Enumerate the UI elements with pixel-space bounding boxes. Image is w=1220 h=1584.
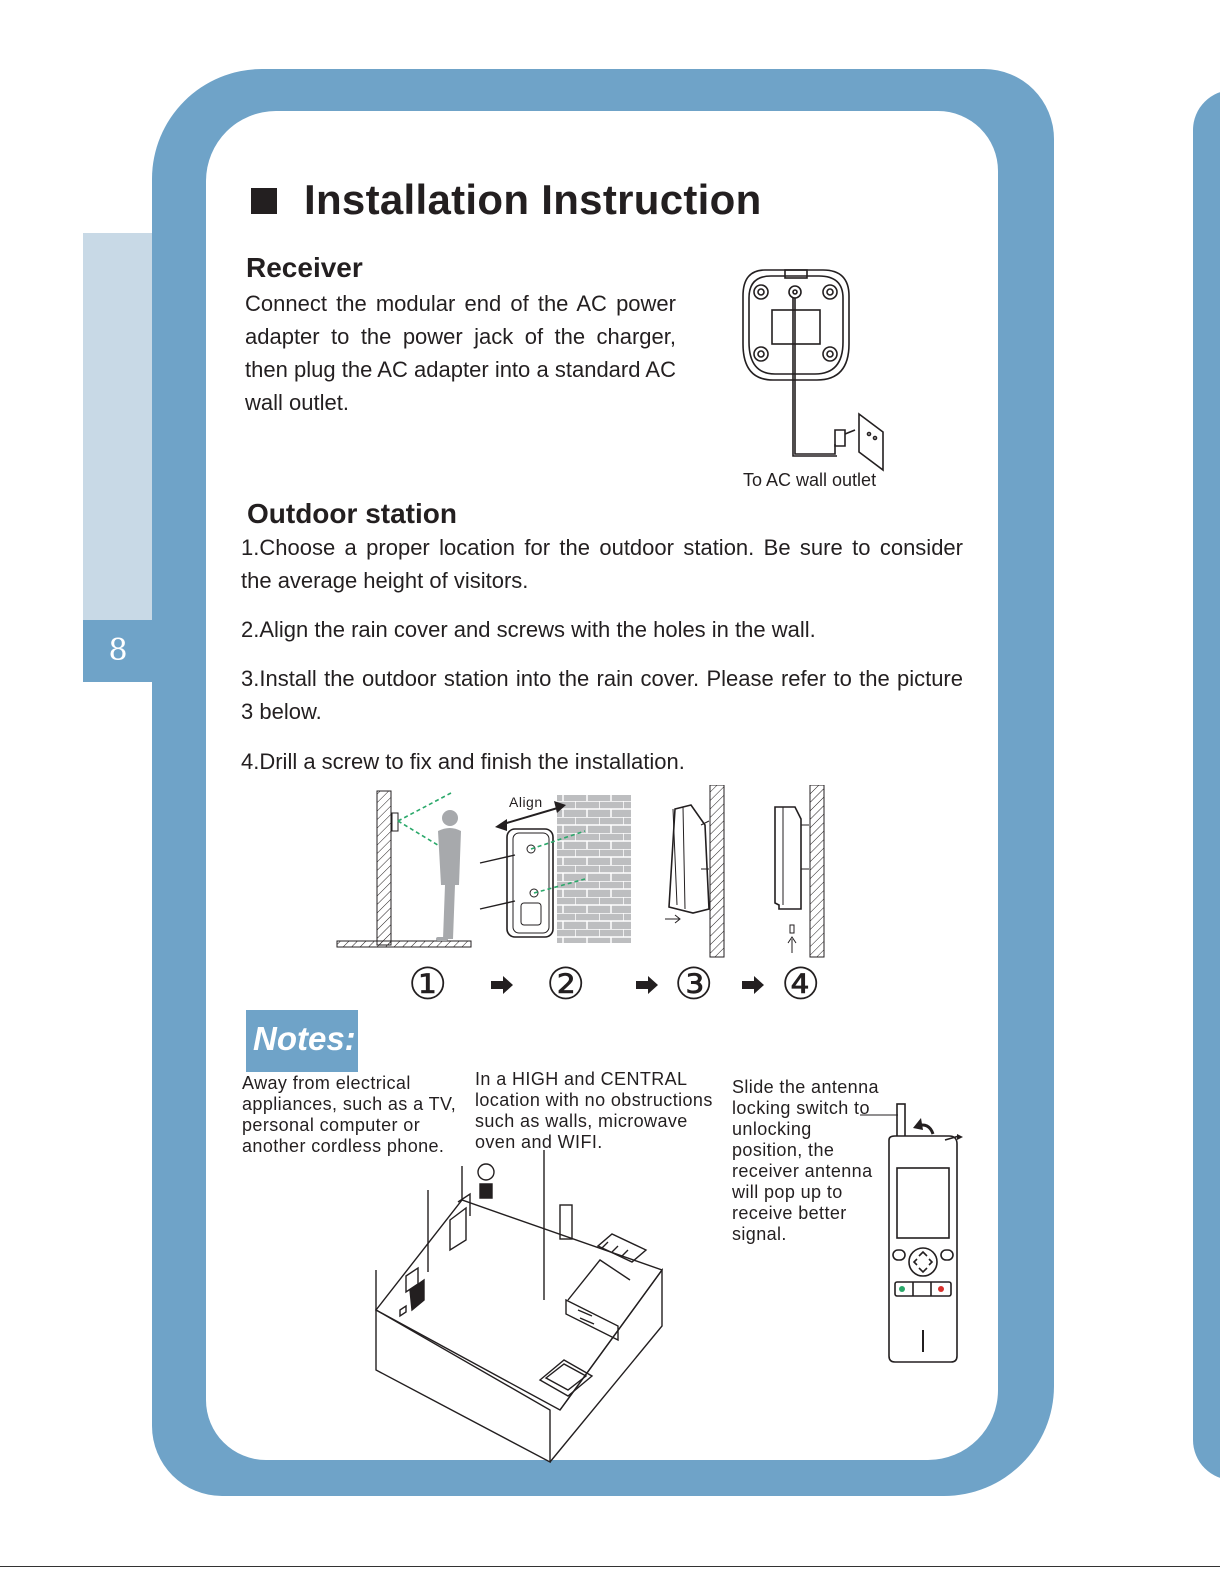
outdoor-heading: Outdoor station: [247, 498, 457, 529]
page-number: 8: [83, 620, 153, 682]
outdoor-step-3: 3.Install the outdoor station into the rain cover. Please refer to the picture 3 below.: [241, 666, 963, 724]
note-2: In a HIGH and CENTRAL location with no obstructions such as walls, microwave oven and WIFI.: [475, 1069, 713, 1152]
charger-illustration: [735, 262, 895, 477]
handset-illustration: [885, 1096, 965, 1366]
page-title: Installation Instruction: [304, 176, 762, 223]
step-arrows: [489, 975, 769, 995]
align-label: Align: [509, 794, 543, 810]
arrow-right-icon: [742, 976, 764, 994]
arrow-right-icon: [491, 976, 513, 994]
outdoor-step-4: 4.Drill a screw to fix and finish the installation.: [241, 749, 685, 774]
step-number-4: ④: [781, 960, 821, 1009]
note-3: Slide the antenna locking switch to unlocking position, the receiver antenna will pop up to receive better signal.: [732, 1077, 879, 1244]
note-1: Away from electrical appliances, such as a TV, personal computer or another cordless phone.: [242, 1073, 457, 1156]
arrow-right-icon: [636, 976, 658, 994]
outdoor-step-2: 2.Align the rain cover and screws with the holes in the wall.: [241, 617, 816, 642]
step-number-1: ①: [408, 960, 448, 1009]
side-strip: [83, 233, 153, 620]
antenna-pointer-line: [860, 1105, 900, 1125]
step-number-2: ②: [546, 960, 586, 1009]
receiver-heading: Receiver: [246, 252, 363, 283]
outdoor-step-1: 1.Choose a proper location for the outdoor station. Be sure to consider the average height of visitors.: [241, 535, 963, 593]
receiver-text: Connect the modular end of the AC power adapter to the power jack of the charger, then plug the AC adapter into a standard AC wall outlet.: [245, 291, 676, 415]
charger-caption: To AC wall outlet: [743, 470, 877, 490]
title-bullet-icon: [251, 188, 277, 214]
room-illustration: [370, 1150, 670, 1468]
step-number-3: ③: [674, 960, 714, 1009]
page-bottom-edge: [0, 1566, 1220, 1584]
next-page-edge: [1193, 90, 1220, 1480]
notes-title: Notes:: [253, 1020, 356, 1057]
